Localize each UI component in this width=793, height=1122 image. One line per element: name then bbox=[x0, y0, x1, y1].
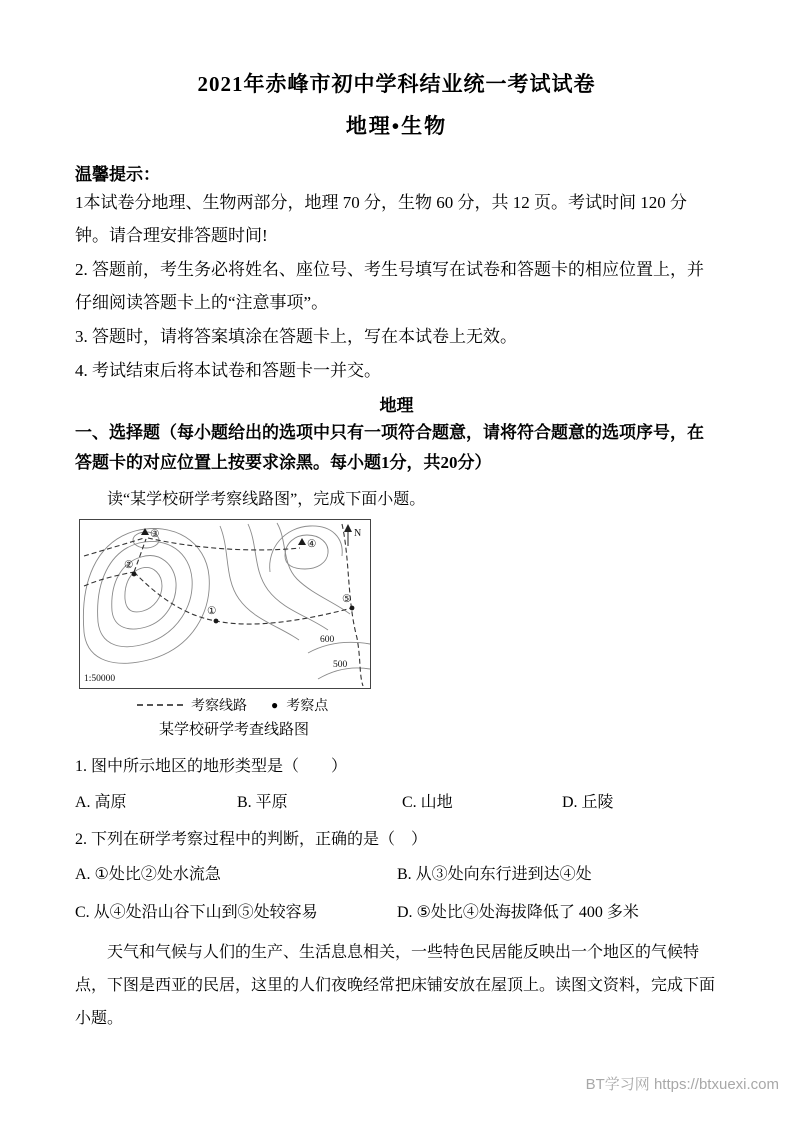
map-scale-label: 1:50000 bbox=[84, 674, 116, 684]
notice-item-4: 4. 考试结束后将本试卷和答题卡一并交。 bbox=[75, 361, 381, 380]
question-1-stem: 1. 图中所示地区的地形类型是（ ） bbox=[75, 758, 348, 775]
north-label: N bbox=[354, 528, 362, 539]
legend-route-label: 考察线路 bbox=[191, 699, 247, 714]
question-group-intro: 读“某学校研学考察线路图”，完成下面小题。 bbox=[107, 491, 426, 508]
notice-item-2: 2. 答题前，考生务必将姓名、座位号、考生号填写在试卷和答题卡的相应位置上，并仔细阅读答题卡上的“注意事项”。 bbox=[75, 260, 704, 312]
notice-item-3: 3. 答题时，请将答案填涂在答题卡上，写在本试卷上无效。 bbox=[75, 327, 517, 346]
question-1-option-b: B. 平原 bbox=[237, 794, 288, 811]
contour-label-500: 500 bbox=[333, 660, 348, 670]
page-subtitle: 地理•生物 bbox=[345, 114, 448, 138]
question-2-option-b: B. 从③处向东行进到达④处 bbox=[397, 866, 592, 883]
question-1-option-c: C. 山地 bbox=[402, 794, 453, 811]
next-question-group-passage: 天气和气候与人们的生产、生活息息相关，一些特色民居能反映出一个地区的气候特点，下图是西亚的民居，这里的人们夜晚经常把床铺安放在屋顶上。读图文资料，完成下面小题。 bbox=[75, 944, 716, 1027]
map-legend bbox=[137, 695, 718, 715]
watermark-footer: BT学习网 https://btxuexi.com bbox=[585, 1076, 779, 1093]
question-2-stem: 2. 下列在研学考察过程中的判断，正确的是（ ） bbox=[75, 831, 428, 848]
contour-lines bbox=[83, 523, 370, 679]
point-dot-2 bbox=[132, 572, 137, 577]
map-figure bbox=[75, 519, 718, 739]
question-2-option-d: D. ⑤处比④处海拔降低了 400 多米 bbox=[397, 904, 639, 921]
contour-map-image bbox=[79, 519, 371, 689]
question-1-option-d: D. 丘陵 bbox=[562, 794, 614, 811]
north-arrow-icon bbox=[344, 524, 361, 546]
point-label-1: ① bbox=[207, 606, 217, 617]
point-dot-5 bbox=[350, 606, 355, 611]
part-title-multiple-choice: 一、选择题（每小题给出的选项中只有一项符合题意，请将符合题意的选项序号，在答题卡的对应位置上按要求涂黑。每小题1分，共20分） bbox=[75, 423, 704, 472]
point-label-3: ③ bbox=[150, 529, 160, 540]
notice-heading: 温馨提示： bbox=[75, 165, 160, 184]
question-1-option-a: A. 高原 bbox=[75, 794, 127, 811]
point-label-2: ② bbox=[124, 560, 134, 571]
peak-triangle-4 bbox=[298, 538, 306, 545]
contour-label-600: 600 bbox=[320, 635, 335, 645]
contour-map-svg bbox=[80, 520, 370, 688]
legend-point-label: 考察点 bbox=[286, 699, 329, 714]
section-title-geography: 地理 bbox=[379, 396, 414, 415]
map-caption: 某学校研学考查线路图 bbox=[159, 722, 310, 738]
question-2-option-a: A. ①处比②处水流急 bbox=[75, 866, 221, 883]
point-dot-icon: ● bbox=[271, 698, 279, 712]
point-label-4: ④ bbox=[307, 539, 317, 550]
question-2-options bbox=[75, 861, 718, 922]
question-1-options bbox=[75, 789, 718, 812]
page-title: 2021年赤峰市初中学科结业统一考试试卷 bbox=[197, 72, 596, 96]
route-dash-icon bbox=[137, 704, 183, 706]
question-2-option-c: C. 从④处沿山谷下山到⑤处较容易 bbox=[75, 904, 318, 921]
notice-item-1: 1本试卷分地理、生物两部分，地理 70 分，生物 60 分，共 12 页。考试时间 120 分钟。请合理安排答题时间! bbox=[75, 193, 687, 245]
point-label-5: ⑤ bbox=[342, 594, 352, 605]
point-dot-1 bbox=[214, 619, 219, 624]
